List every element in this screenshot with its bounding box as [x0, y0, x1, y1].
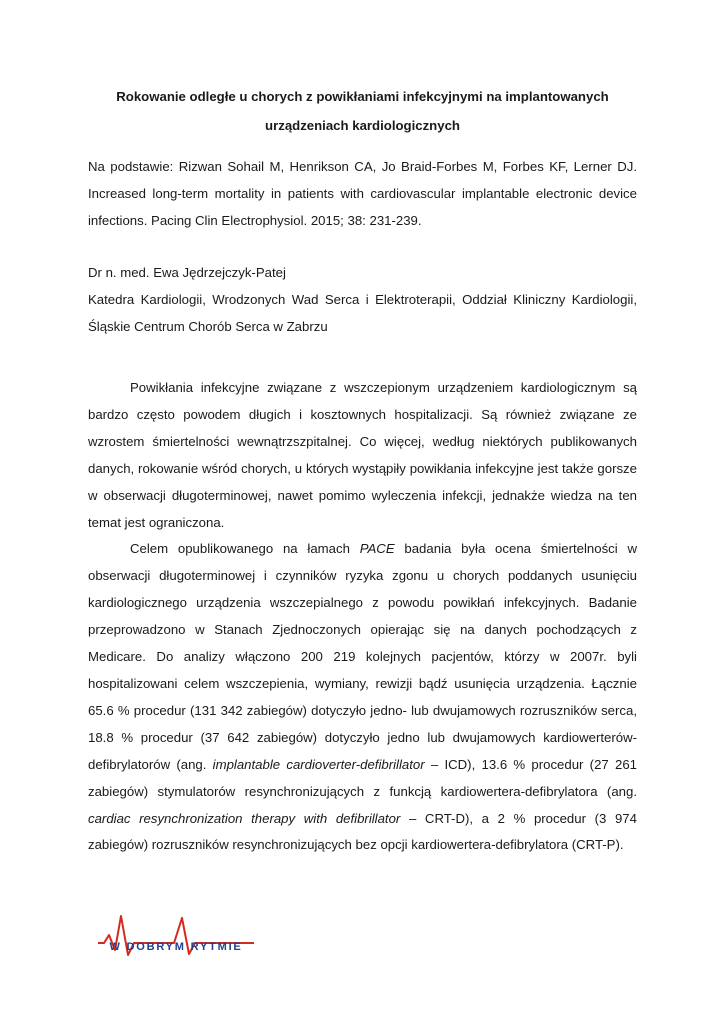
author-block — [88, 259, 637, 340]
article-body — [88, 375, 637, 859]
body-paragraph-2 — [88, 536, 637, 859]
w-dobrym-rytmie-logo — [96, 908, 256, 970]
p2-crtd-term: cardiac resynchronization therapy with defibrillator — [88, 810, 401, 826]
title-line-1: Rokowanie odległe u chorych z powikłaniami infekcyjnymi na implantowanych — [116, 89, 609, 104]
p2-icd-term: implantable cardioverter-defibrillator — [212, 756, 425, 772]
p2-part-a: Celem opublikowanego na łamach — [130, 541, 360, 557]
author-affiliation: Katedra Kardiologii, Wrodzonych Wad Serca i Elektroterapii, Oddział Kliniczny Kardiologii, Śląskie Centrum Chorób Serca w Zabrzu — [88, 292, 637, 334]
body-paragraph-1: Powikłania infekcyjne związane z wszczepionym urządzeniem kardiologicznym są bardzo często powodem długich i kosztownych hospitalizacji. Są również związane ze wzrostem śmiertelności wewnątrzszpitalnej. Co więcej, według niektórych publikowanych danych, rokowanie wśród chorych, u których wystąpiły powikłania infekcyjne jest także gorsze w obserwacji długoterminowej, nawet pomimo wyleczenia infekcji, jednakże wiedza na ten temat jest ograniczona. — [88, 380, 637, 530]
p2-part-e: – ICD), 13.6 % procedur (27 261 zabiegów) stymulatorów resynchronizujących z funkcją kardiowertera-defibrylatora (ang. — [88, 756, 637, 799]
document-title — [88, 82, 637, 140]
p2-part-g: – CRT-D), a 2 % procedur (3 974 zabiegów) rozruszników resynchronizujących bez opcji kardiowertera-defibrylatora (CRT-P). — [88, 810, 637, 853]
source-citation: Na podstawie: Rizwan Sohail M, Henrikson CA, Jo Braid-Forbes M, Forbes KF, Lerner DJ. Increased long-term mortality in patients with cardiovascular implantable electronic device infections. Pacing Clin Electrophysiol. 2015; 38: 231-239. — [88, 159, 637, 228]
p2-part-c: badania była ocena śmiertelności w obserwacji długoterminowej i czynników ryzyka zgonu u chorych poddanych usunięciu kardiologicznego urządzenia wszczepialnego z powodu powikłań infekcyjnych. Badanie przeprowadzono w Stanach Zjednoczonych opierając się na danych pochodzących z Medicare. Do analizy włączono 200 219 kolejnych pacjentów, którzy w 2007r. byli hospitalizowani celem wszczepienia, wymiany, rewizji bądź usunięcia urządzenia. Łącznie 65.6 % procedur (131 342 zabiegów) dotyczyło jedno- lub dwujamowych rozruszników serca, 18.8 % procedur (37 642 zabiegów) dotyczyło jedno lub dwujamowych kardiowerterów-defibrylatorów (ang. — [88, 541, 637, 772]
author-name: Dr n. med. Ewa Jędrzejczyk-Patej — [88, 265, 286, 280]
p2-journal-name: PACE — [359, 541, 395, 557]
title-line-2: urządzeniach kardiologicznych — [265, 118, 460, 133]
logo-text: W DOBRYM RYTMIE — [109, 941, 243, 953]
